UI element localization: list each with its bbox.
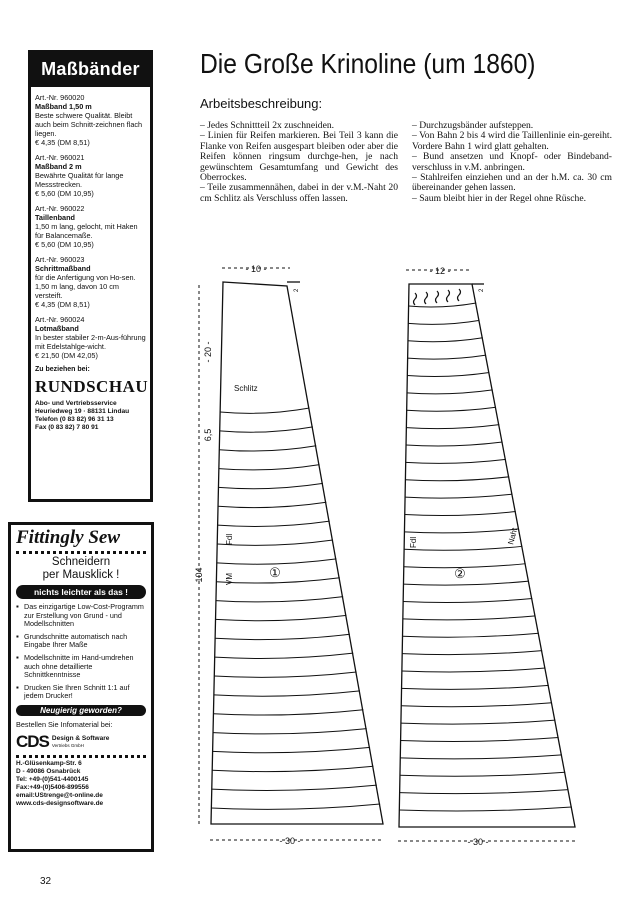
instruction-step: – Stahlreifen einziehen und an der h.M. ca. 30 cm übereinander gehen lassen.	[412, 172, 612, 194]
hoop-line	[220, 408, 309, 413]
instruction-step: – Jedes Schnittteil 2x zuschneiden.	[200, 120, 335, 131]
hoop-line	[213, 710, 363, 715]
hoop-line	[220, 427, 313, 432]
dim-left-20: - 20 -	[203, 341, 213, 363]
hoop-line	[403, 581, 528, 585]
info-label: Bestellen Sie Infomaterial bei:	[16, 719, 113, 729]
small-2-piece-2: 2	[479, 288, 485, 292]
dim-bottom-piece-2: - 30 -	[467, 837, 489, 847]
hoop-line	[406, 442, 503, 446]
curious-pill: Neugierig geworden?	[16, 705, 146, 716]
hoop-line	[405, 494, 512, 498]
hoop-line	[404, 546, 522, 550]
gather-marks	[414, 289, 461, 305]
hoop-line	[401, 720, 555, 724]
feature-bullet: ▪ Modellschnitte im Hand-umdrehen auch ohne detaillierte Schnittkenntnisse	[16, 654, 146, 680]
instruction-step: – Durchzugsbänder aufsteppen.	[412, 120, 534, 131]
dim-bottom-piece-1: - 30 -	[279, 836, 301, 846]
dim-top-piece-1: - 10 -	[245, 264, 267, 274]
hoop-line	[218, 483, 322, 488]
hoop-line	[400, 755, 562, 759]
product-item: Art.-Nr. 960023 Schrittmaßband für die Anfertigung von Ho-sen. 1,50 m lang, davon 10 cm versteift. € 4,35 (DM 8,51)	[35, 255, 136, 309]
ad-title: Fittingly Sew	[16, 527, 120, 548]
hoop-line	[406, 425, 499, 429]
product-item: Art.-Nr. 960020 Maßband 1,50 m Beste schwere Qualität. Bleibt auch beim Schnitt-zeichnen flach liegen. € 4,35 (DM 8,51)	[35, 93, 143, 147]
hoop-line	[405, 512, 516, 516]
section-subtitle: Arbeitsbeschreibung:	[200, 96, 323, 111]
vendor-address: Abo- und Vertriebsservice Heuriedweg 19 · 88131 Lindau Telefon (0 83 82) 96 31 13 Fax (0 83 82) 7 80 91	[35, 400, 130, 431]
order-label: Zu beziehen bei:	[35, 366, 90, 373]
small-2-piece-1: 2	[294, 288, 300, 292]
hoop-line	[401, 737, 559, 741]
label-schlitz: Schlitz	[234, 384, 258, 393]
instruction-step: – Linien für Reifen markieren. Bei Teil 3 kann die Flanke von Reifen ausgespart bleiben oder aber die Reifen können ringsum durchge-hen, je nach gewünschtem Gesamtumfang und Gewicht des Oberrockes.	[200, 130, 398, 184]
cds-logo-mark: CDS	[16, 731, 49, 751]
hoop-line	[403, 633, 539, 637]
hoop-line	[214, 672, 356, 677]
instruction-step: – Von Bahn 2 bis 4 wird die Taillenlinie ein-gereiht. Vordere Bahn 1 wird glatt gehalten.	[412, 130, 612, 152]
product-item: Art.-Nr. 960024 Lotmaßband In bester stabiler 2-m-Aus-führung mit Edelstahlge-wicht. € 21,50 (DM 42,05)	[35, 315, 146, 360]
hoop-line	[213, 747, 370, 752]
hoop-line	[401, 703, 552, 707]
hoop-line	[215, 653, 354, 658]
label-fdl-piece-2: Fdl	[409, 536, 418, 548]
hoop-line	[218, 521, 330, 526]
cds-address: H.-Glüsenkamp-Str. 6 D - 49086 Osnabrück Tel: +49-(0)541-4400145 Fax:+49-(0)5406-899556 email:UStrenge@t-online.de www.cds-designsoftware.de	[16, 759, 104, 807]
hoop-line	[405, 477, 509, 481]
hoop-line	[219, 446, 316, 451]
hoop-line	[409, 303, 477, 307]
page-number: 32	[40, 876, 52, 887]
hoop-line	[217, 540, 333, 545]
hoop-line	[403, 598, 532, 602]
hoop-line	[219, 465, 320, 470]
instruction-step: – Bund ansetzen und Knopf- oder Bindeband-verschluss in v.M. anbringen.	[412, 151, 612, 173]
hoop-line	[402, 651, 542, 655]
hoop-line	[404, 529, 519, 533]
hoop-line	[212, 766, 373, 771]
cds-name: Design & Software	[51, 734, 110, 742]
hoop-line	[402, 685, 549, 689]
hoop-line	[408, 320, 479, 324]
product-item: Art.-Nr. 960022 Taillenband 1,50 m lang, gelocht, mit Haken für Balancemaße. € 5,60 (DM 10,95)	[35, 204, 138, 249]
label-fdl-piece-1: Fdl	[225, 533, 234, 545]
hoop-line	[408, 355, 486, 359]
hoop-line	[407, 373, 489, 377]
hoop-line	[399, 807, 571, 811]
hoop-line	[406, 459, 506, 463]
hoop-line	[218, 502, 326, 507]
cds-small: Vertriebs GmbH	[51, 742, 84, 748]
ad-subtitle: Schneidern per Mausklick !	[42, 556, 120, 581]
feature-bullet: ▪ Das einzigartige Low-Cost-Programm zur Erstellung von Grund - und Modellschnitten	[16, 603, 146, 629]
hoop-line	[212, 785, 377, 790]
page-title: Die Große Krinoline (um 1860)	[200, 48, 536, 79]
brand-name: RUNDSCHAU	[35, 377, 149, 396]
hoop-line	[211, 804, 380, 809]
hoop-line	[400, 790, 569, 794]
hoop-line	[217, 559, 337, 564]
product-item: Art.-Nr. 960021 Maßband 2 m Bewährte Qualität für lange Messstrecken. € 5,60 (DM 10,95)	[35, 153, 124, 198]
hoop-line	[213, 729, 367, 734]
hoop-line	[400, 772, 565, 776]
hoop-line	[215, 634, 350, 639]
label-naht: Naht	[506, 526, 520, 546]
hoop-line	[403, 616, 536, 620]
slogan-pill: nichts leichter als das !	[16, 585, 146, 599]
feature-bullet: ▪ Grundschnitte automatisch nach Eingabe Ihrer Maße	[16, 633, 146, 650]
hoop-line	[407, 390, 493, 394]
dim-left-104: 104	[194, 567, 204, 583]
ad-title: Maßbänder	[31, 53, 150, 87]
hoop-line	[407, 407, 496, 411]
hoop-line	[408, 338, 483, 342]
hoop-line	[214, 691, 360, 696]
instruction-step: – Teile zusammennähen, dabei in der v.M.-Naht 20 cm Schlitz als Verschluss offen lassen.	[200, 182, 398, 204]
label-vm: VM	[225, 573, 234, 585]
dim-left-6-5: 6,5	[203, 428, 213, 442]
dim-top-piece-2: - 12 -	[429, 266, 451, 276]
hoop-line	[216, 615, 347, 620]
instruction-step: – Saum bleibt hier in der Regel ohne Rüsche.	[412, 192, 586, 204]
piece-number-2: ②	[454, 566, 466, 581]
hoop-line	[216, 597, 343, 602]
hoop-line	[402, 668, 546, 672]
feature-bullet: ▪ Drucken Sie Ihren Schnitt 1:1 auf jedem Drucker!	[16, 684, 146, 701]
piece-number-1: ①	[269, 565, 281, 580]
